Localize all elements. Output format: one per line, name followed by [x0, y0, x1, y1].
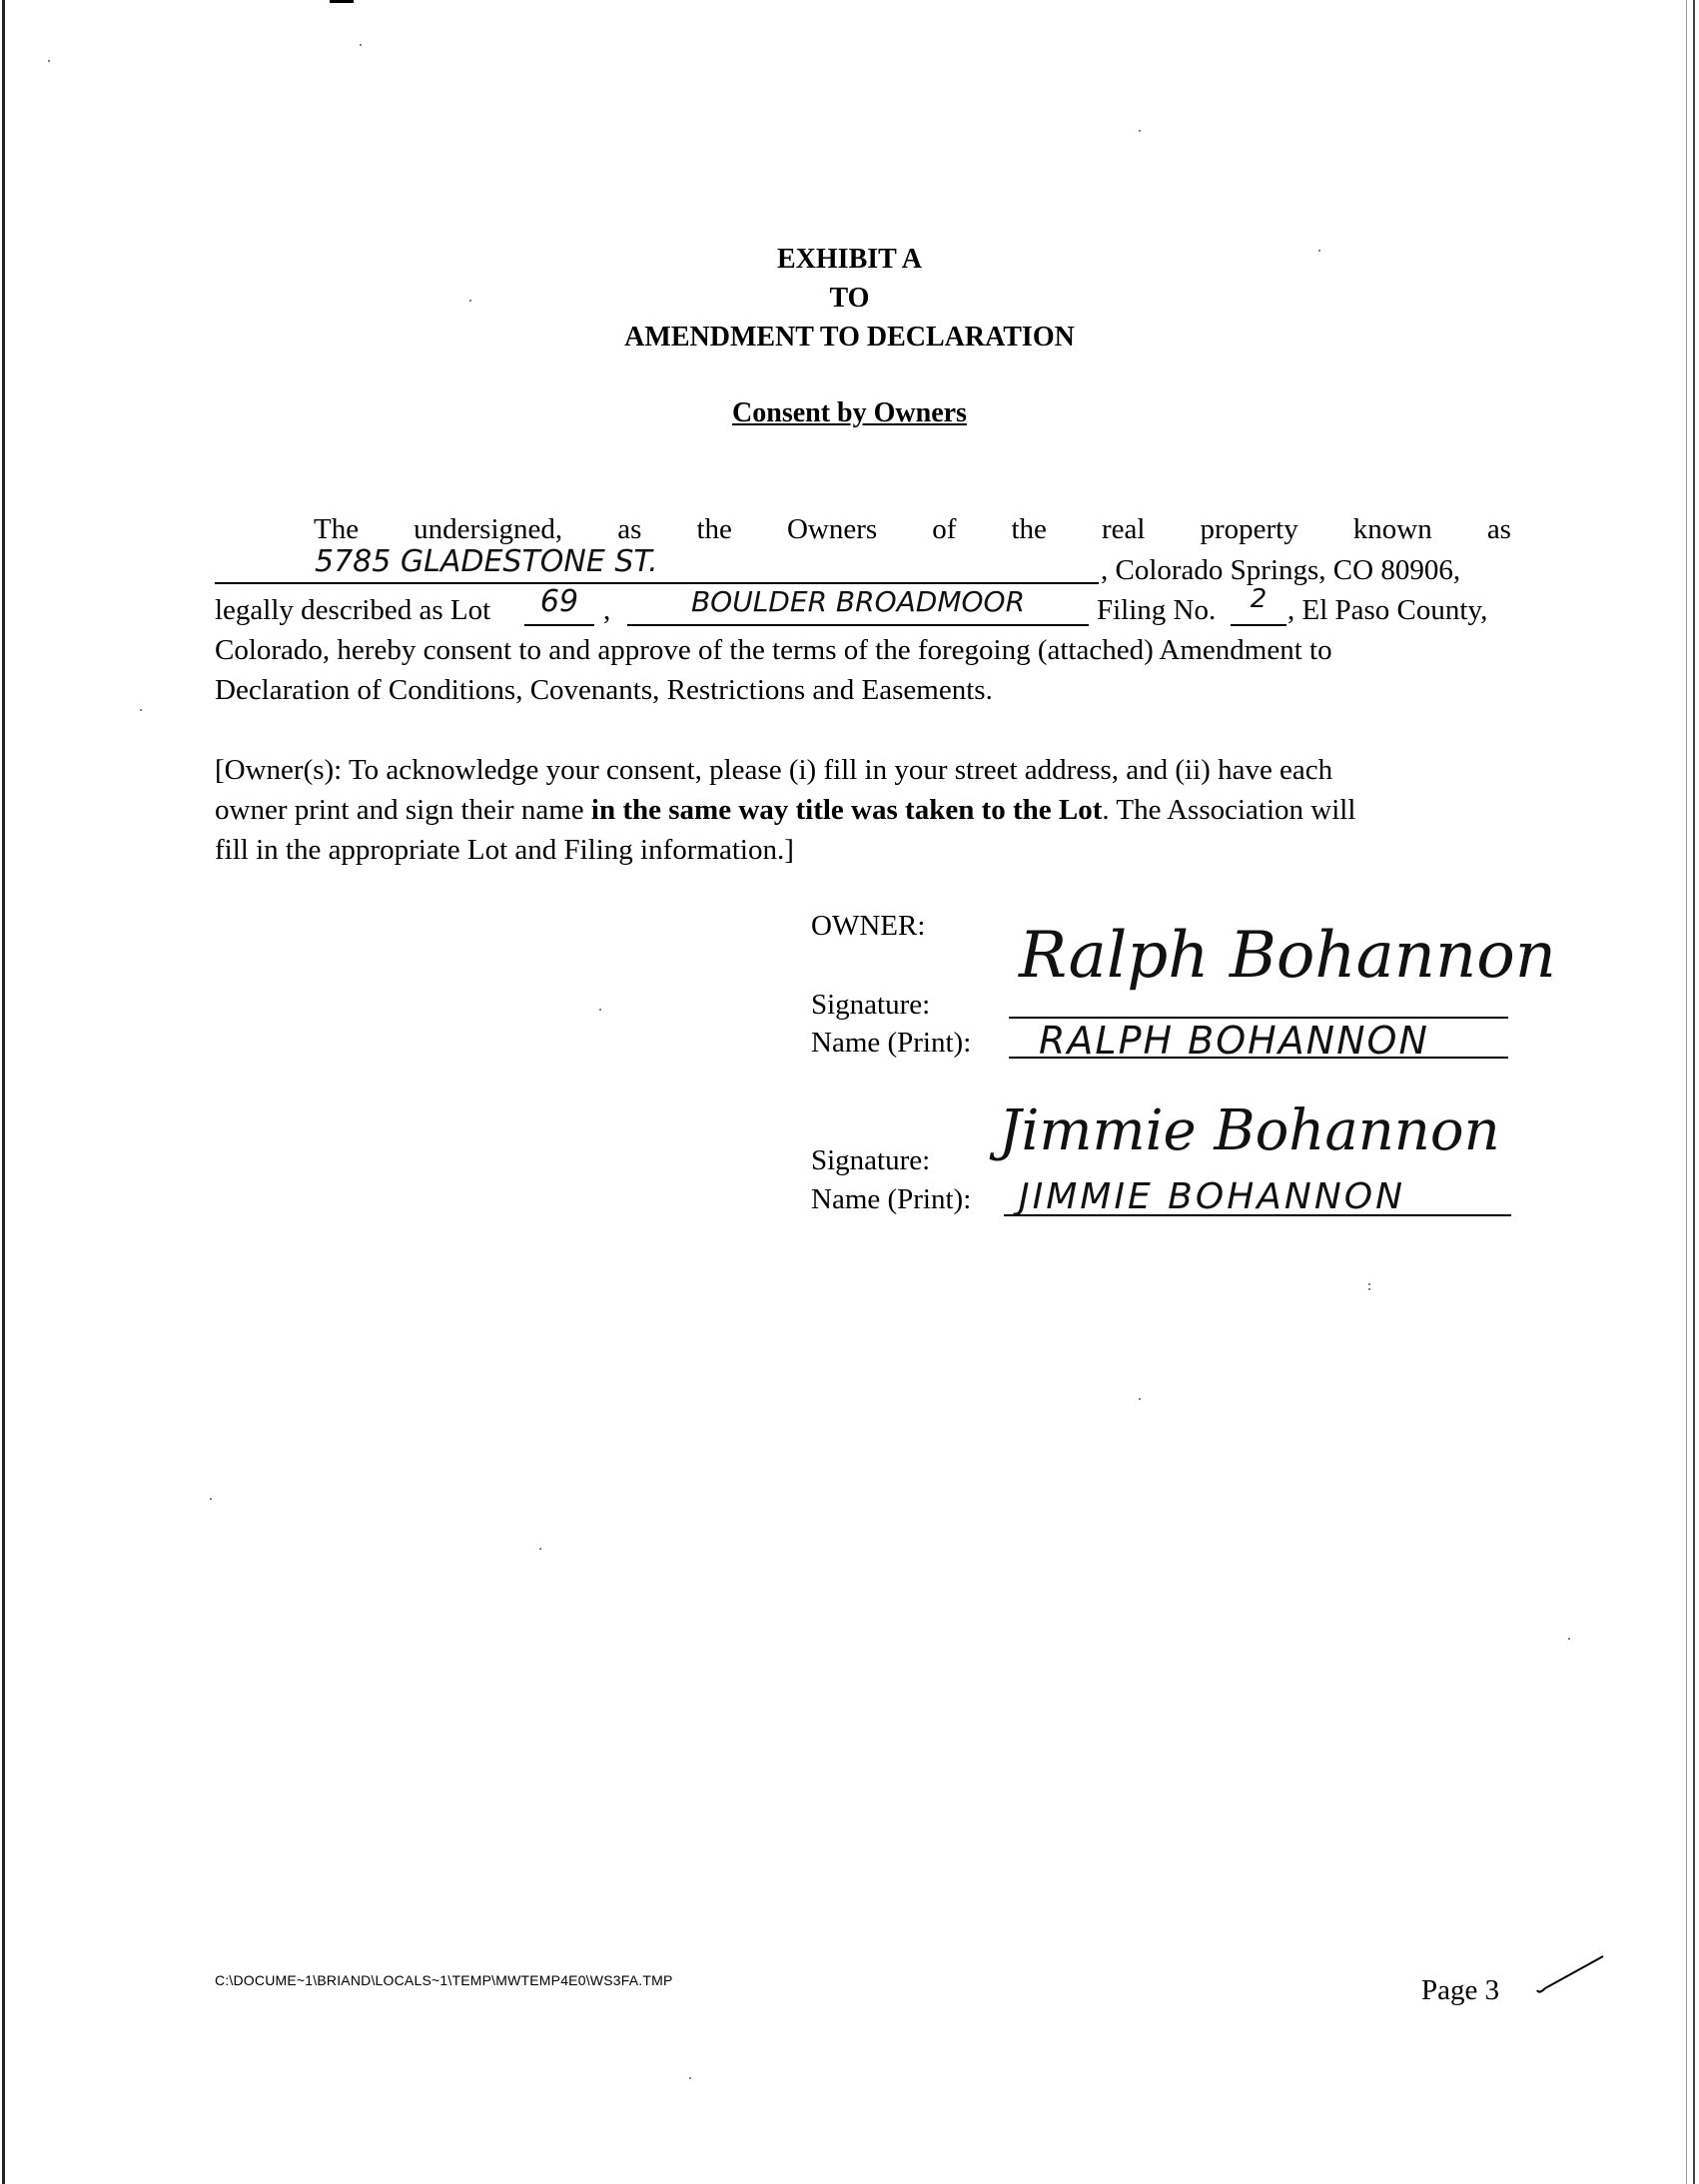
amendment-title: AMENDMENT TO DECLARATION — [624, 322, 1075, 353]
body-line-4: Colorado, hereby consent to and approve of the terms of the foregoing (attached) Amendment to — [215, 634, 1332, 666]
instruction-bold: in the same way title was taken to the Lot — [590, 794, 1103, 826]
instruction-line-2 — [215, 790, 1355, 830]
word: The — [314, 513, 360, 545]
scan-speck — [1139, 130, 1141, 132]
instruction-line-3: fill in the appropriate Lot and Filing information.] — [215, 834, 794, 866]
instruction-text: . The Association will — [1102, 794, 1356, 826]
scan-speck — [689, 2077, 691, 2079]
owner-1-signature[interactable]: Ralph Bohannon — [1019, 919, 1556, 993]
comma: , — [603, 594, 611, 626]
word: as — [617, 513, 642, 545]
owner-1-printed-name[interactable]: RALPH BOHANNON — [1039, 1019, 1429, 1063]
word: Owners — [786, 513, 878, 545]
word: the — [696, 513, 732, 545]
consent-subtitle: Consent by Owners — [732, 397, 967, 428]
scan-speck — [1318, 250, 1320, 252]
body-line-5: Declaration of Conditions, Covenants, Restrictions and Easements. — [215, 674, 993, 706]
scan-speck — [360, 44, 362, 46]
scan-speck — [1568, 1638, 1570, 1640]
body-line-1 — [314, 513, 1511, 546]
scan-mark — [330, 0, 354, 3]
signature-label: Signature: — [811, 1144, 931, 1176]
word: undersigned, — [414, 513, 563, 545]
word: of — [932, 513, 957, 545]
page-number: Page 3 — [1421, 1974, 1500, 2006]
scan-speck — [48, 60, 50, 62]
word: real — [1101, 513, 1146, 545]
owner-2-signature[interactable]: Jimmie Bohannon — [999, 1098, 1500, 1163]
subdivision-field[interactable]: BOULDER BROADMOOR — [627, 584, 1089, 626]
filing-number-field[interactable]: 2 — [1231, 584, 1286, 626]
scan-speck — [140, 709, 142, 711]
scan-speck — [1139, 1398, 1141, 1400]
word: known — [1352, 513, 1432, 545]
owner-label: OWNER: — [811, 910, 926, 942]
filing-label: Filing No. — [1097, 594, 1217, 626]
name-print-label: Name (Print): — [811, 1183, 972, 1215]
street-address-field[interactable]: 5785 GLADESTONE ST. — [215, 544, 1099, 584]
county: , El Paso County, — [1287, 594, 1488, 626]
instruction-line-1: [Owner(s): To acknowledge your consent, please (i) fill in your street address, and (ii) have each — [215, 754, 1333, 786]
checkmark-icon — [1533, 1952, 1608, 1997]
word: property — [1200, 513, 1298, 545]
exhibit-title: EXHIBIT A — [777, 244, 922, 275]
scan-speck — [599, 1009, 601, 1011]
word: as — [1486, 513, 1511, 545]
word: the — [1011, 513, 1047, 545]
scan-speck — [469, 300, 471, 302]
exhibit-to: TO — [829, 283, 870, 314]
signature-label: Signature: — [811, 989, 931, 1021]
legal-description-label: legally described as Lot — [215, 594, 491, 626]
city-state-zip: , Colorado Springs, CO 80906, — [1101, 554, 1461, 586]
owner-2-printed-name[interactable]: JIMMIE BOHANNON — [1019, 1176, 1406, 1217]
lot-number-field[interactable]: 69 — [524, 584, 594, 626]
scan-speck — [1368, 1283, 1370, 1285]
scan-speck — [539, 1548, 541, 1550]
scan-speck — [1368, 1288, 1370, 1290]
instruction-text: owner print and sign their name — [215, 794, 591, 826]
name-print-label: Name (Print): — [811, 1027, 972, 1059]
file-path: C:\DOCUME~1\BRIAND\LOCALS~1\TEMP\MWTEMP4E0\WS3FA.TMP — [215, 1972, 673, 1988]
scan-speck — [210, 1498, 212, 1500]
